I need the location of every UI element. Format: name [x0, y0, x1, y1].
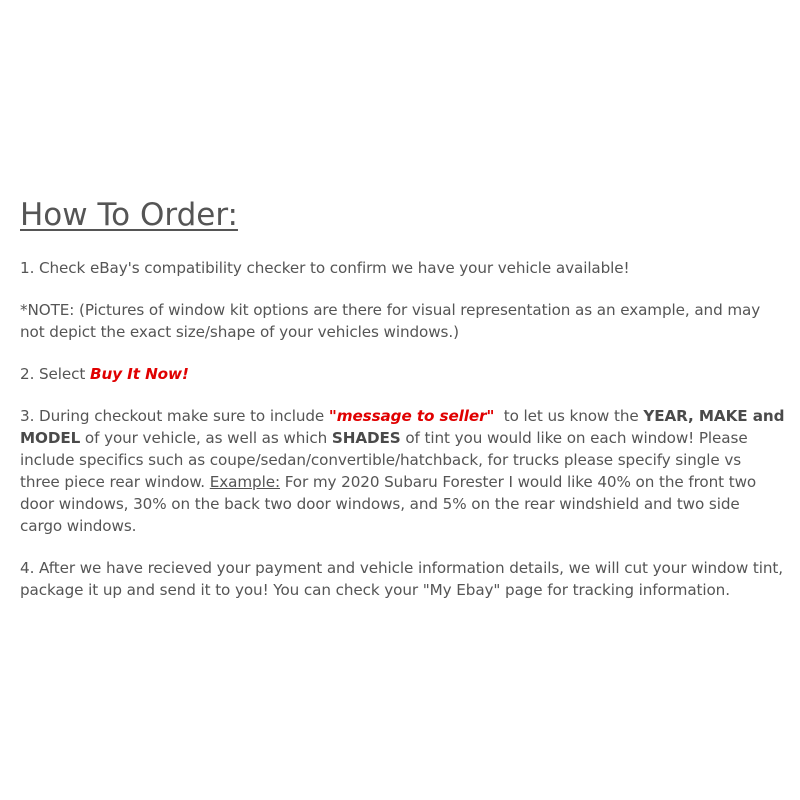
step-3-after-message: to let us know the: [494, 407, 644, 425]
year-make-model-emphasis: YEAR, MAKE and MODEL: [20, 407, 785, 447]
message-to-seller-emphasis: "message to seller": [328, 407, 495, 425]
step-3-of-vehicle: of your vehicle, as well as which: [80, 429, 332, 447]
buy-it-now-emphasis: Buy It Now!: [90, 365, 189, 383]
page-title: How To Order:: [20, 197, 238, 233]
step-3-text: [20, 405, 785, 537]
step-4-text: 4. After we have recieved your payment and vehicle information details, we will cut your window tint, package it up and send it to you! You can check your "My Ebay" page for tracking information.: [20, 559, 783, 599]
step-2-prefix: 2. Select: [20, 365, 90, 383]
step-2-text: [20, 363, 785, 385]
example-text: For my 2020 Subaru Forester I would like 40% on the front two door windows, 30% on the back two door windows, and 5% on the rear windshield and two side cargo windows.: [20, 473, 757, 535]
step-3-prefix: 3. During checkout make sure to include: [20, 407, 329, 425]
example-label: Example:: [209, 473, 280, 491]
note-text: *NOTE: (Pictures of window kit options are there for visual representation as an example, and may not depict the exact size/shape of your vehicles windows.): [20, 301, 761, 341]
step-3-rest: of tint you would like on each window! Please include specifics such as coupe/sedan/convertible/hatchback, for trucks please specify single vs three piece rear window.: [20, 429, 748, 491]
step-1-text: 1. Check eBay's compatibility checker to confirm we have your vehicle available!: [20, 259, 630, 277]
order-instructions: [20, 193, 785, 621]
shades-emphasis: SHADES: [331, 429, 401, 447]
